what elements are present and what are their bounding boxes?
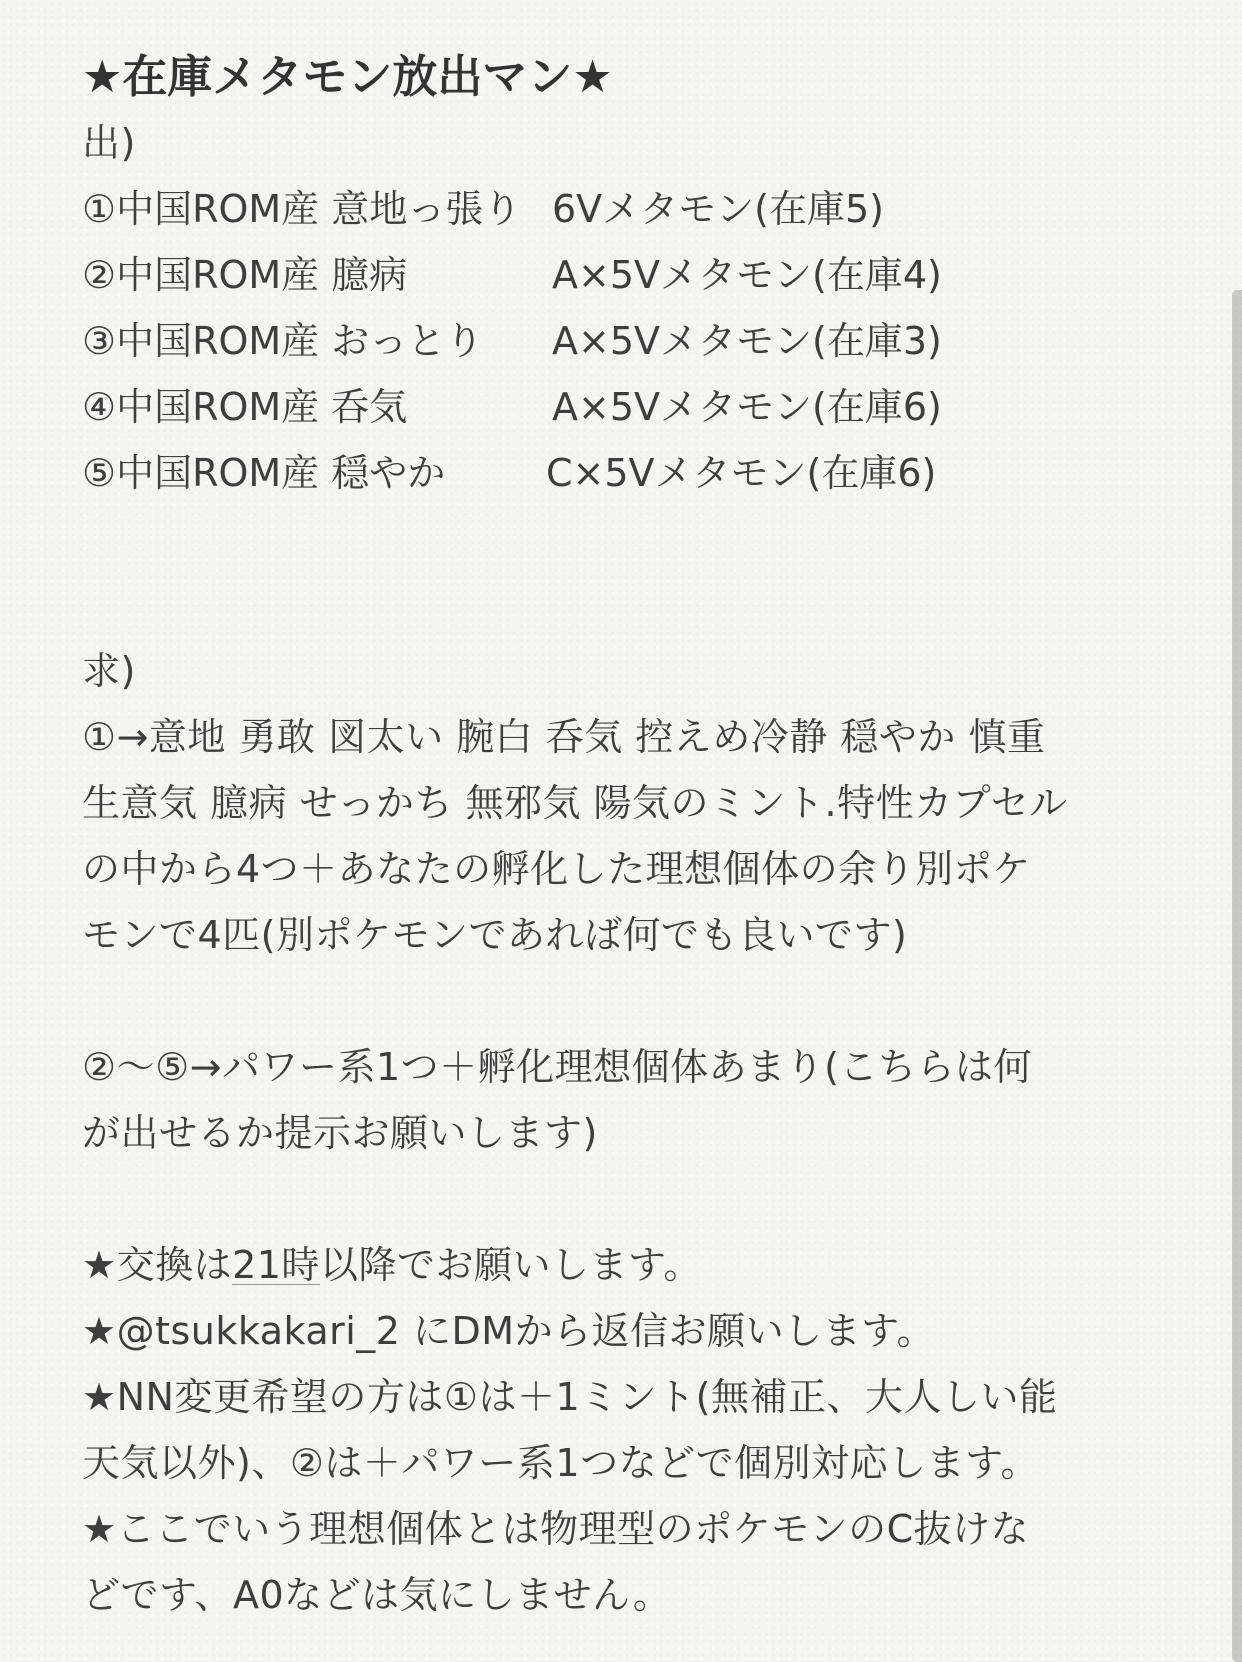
note-nickname: 天気以外)、②は＋パワー系1つなどで個別対応します。: [82, 1441, 1040, 1485]
offer-item-detail: A×5Vメタモン(在庫3): [552, 319, 942, 363]
offer-item-detail: A×5Vメタモン(在庫6): [552, 385, 942, 429]
spacer: [82, 1166, 1162, 1232]
offer-item-detail: A×5Vメタモン(在庫4): [552, 253, 942, 297]
request-text: が出せるか提示お願いします): [82, 1111, 598, 1155]
offer-item-origin: ②中国ROM産 臆病: [82, 253, 408, 297]
note-text: ★交換は: [82, 1243, 233, 1287]
note-trade-time: [82, 1232, 1162, 1298]
offer-item: [82, 374, 1162, 440]
request-heading: 求): [82, 649, 136, 693]
time-link[interactable]: 21時: [232, 1243, 320, 1287]
request-text: 生意気 臆病 せっかち 無邪気 陽気のミント.特性カプセル: [82, 781, 1068, 825]
offer-item-origin: ③中国ROM産 おっとり: [82, 319, 484, 363]
offer-item-origin: ④中国ROM産 呑気: [82, 385, 408, 429]
offer-item: [82, 308, 1162, 374]
offer-item-origin: ①中国ROM産 意地っ張り: [82, 187, 522, 231]
spacer: [82, 506, 1162, 572]
note-content: [82, 44, 1162, 1628]
request-text: ①→意地 勇敢 図太い 腕白 呑気 控えめ冷静 穏やか 慎重: [82, 715, 1046, 759]
spacer: [82, 572, 1162, 638]
note-title: ★在庫メタモン放出マン★: [82, 50, 613, 103]
offer-item-origin: ⑤中国ROM産 穏やか: [82, 451, 446, 495]
offer-heading: 出): [82, 121, 136, 165]
offer-item-detail: 6Vメタモン(在庫5): [552, 187, 884, 231]
note-ideal: ★ここでいう理想個体とは物理型のポケモンのC抜けな: [82, 1507, 1030, 1551]
note-nickname: ★NN変更希望の方は①は＋1ミント(無補正、大人しい能: [82, 1375, 1058, 1419]
offer-item: [82, 440, 1162, 506]
request-text: モンで4匹(別ポケモンであれば何でも良いです): [82, 913, 908, 957]
note-text: 以降でお願いします。: [319, 1243, 702, 1287]
note-ideal: どです、A0などは気にしません。: [82, 1573, 672, 1617]
offer-item: [82, 242, 1162, 308]
offer-item: [82, 176, 1162, 242]
note-contact: ★@tsukkakari_2 にDMから返信お願いします。: [82, 1309, 936, 1353]
scrollbar[interactable]: [1232, 290, 1242, 1662]
spacer: [82, 968, 1162, 1034]
request-text: ②〜⑤→パワー系1つ＋孵化理想個体あまり(こちらは何: [82, 1045, 1032, 1089]
request-text: の中から4つ＋あなたの孵化した理想個体の余り別ポケ: [82, 847, 1031, 891]
offer-item-detail: C×5Vメタモン(在庫6): [546, 451, 937, 495]
